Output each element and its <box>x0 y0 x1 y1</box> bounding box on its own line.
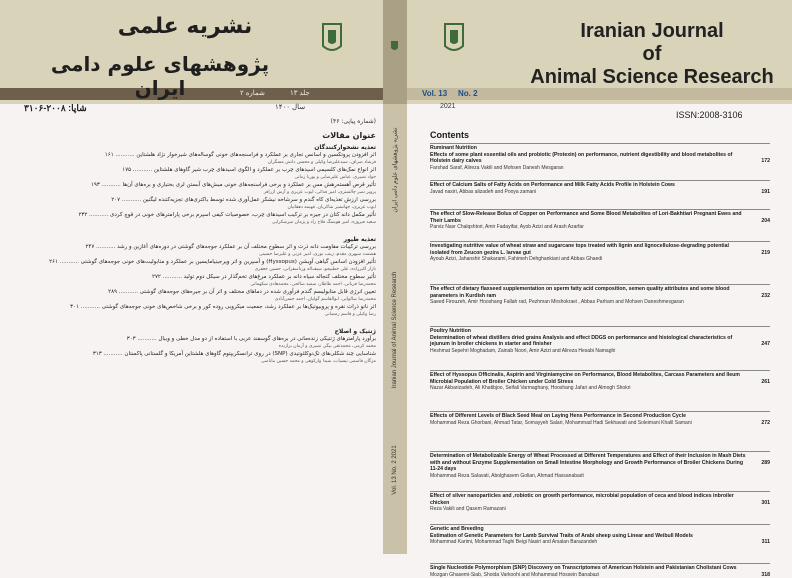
fa-article-title: تعیین انرژی قابل متابولیسم گندم فرآوری شده در دماهای مختلف و اثر آن بر جیره‌های جوجه‌های گوشتی ........... ۲۸۹ <box>10 288 376 296</box>
en-page-number: 232 <box>761 293 770 299</box>
fa-section-title: ژنتیک و اصلاح <box>10 328 376 335</box>
en-contents-heading: Contents <box>430 130 469 140</box>
divider <box>430 370 770 371</box>
fa-article-authors: مژگان قاسمی نیسیاب، شیدا وارکوهی و محمد حسین بناباضی <box>10 358 376 365</box>
fa-section-title: تغذیه طیور <box>10 236 376 243</box>
en-page-number: 261 <box>761 379 770 385</box>
header-spine <box>383 0 407 104</box>
en-article-title: The effect of Slow-Release Bolus of Copper on Performance and Some Blood Metabolites of Lori-Bakhtiari Pregnant Ewes and Their Lambs <box>430 211 770 224</box>
fa-article-title: تأثیر قرص آهسته‌رهش مس بر عملکرد و برخی فراسنجه‌های خونی میش‌های آبستن لری بختیاری و بره‌های آن‌ها ........... ۱۹۳ <box>10 181 376 189</box>
spine-volume: Vol. 13 No. 2 2021 <box>392 445 398 494</box>
en-article-authors: Javad nasiri, Abbas alizadeh and Pooya zamani <box>430 189 770 196</box>
fa-title-line1: نشریه علمی <box>115 14 255 39</box>
fa-contents-heading: عنوان مقالات <box>10 131 376 140</box>
en-page-number: 272 <box>761 420 770 426</box>
en-page-number: 247 <box>761 341 770 347</box>
divider <box>430 411 770 412</box>
en-article-authors: Saeed Firouzeh, Amir Hooshang Fallah rad, Pezhman Mirshokraei , Abbas Parham and Mohsen Daneshmesgaran <box>430 299 770 306</box>
divider <box>430 451 770 452</box>
fa-article-authors: رضا وکیلی و قاسم رمضانی <box>10 311 376 318</box>
en-entry <box>430 182 770 195</box>
fa-article-title: بررسی ترکیبات مقاومت دانه ذرت و اثر سطوح مختلف آن بر عملکرد جوجه‌های گوشتی در دوره‌های آغازین و رشد ........... ۲۴۷ <box>10 243 376 251</box>
en-entry <box>430 286 770 306</box>
divider <box>430 284 770 285</box>
divider <box>430 143 770 144</box>
en-section-title: Ruminant Nutrition <box>430 145 770 152</box>
fa-article-authors: نازار اکبرزاده، علی خطیبجو، سیف‌اله ورناسفرانی، حسین جعفری <box>10 266 376 273</box>
en-page-number: 219 <box>761 250 770 256</box>
en-band-number: No. 2 <box>458 88 478 100</box>
en-article-authors: Parviz Nasr Chalqshtori, Amir Fadayifar, Ayob Azizi and Arash Azarfar <box>430 224 770 231</box>
en-article-authors: Heshmat Sepehri Moghadam, Zainab Noori, Amir Azizi and Alireza Hesabi Namaghi <box>430 348 770 355</box>
fa-article-authors: پرویز نصر چالشتری، امیر فدائی، ایوب عزیزی و آرش ازرافر <box>10 189 376 196</box>
en-entry <box>430 526 770 546</box>
fa-article-title: تأثیر مکمل دانه کتان در جیره بر ترکیب اسیدهای چرب، خصوصیات کیفی اسپرم برخی پارامترهای خونی در قوچ کردی ........... ۲۳۲ <box>10 211 376 219</box>
fa-title-line2: پژوهشهای علوم دامی ایران <box>30 52 290 100</box>
en-contents <box>430 118 770 548</box>
en-entry <box>430 565 770 578</box>
en-page-number: 301 <box>761 500 770 506</box>
divider <box>430 326 770 327</box>
en-entry <box>430 413 770 426</box>
en-article-authors: Mohammad Reza Salavati, Abolghasem Golian, Ahmad Hassanabadi <box>430 473 770 480</box>
en-entry <box>430 372 770 392</box>
en-page-number: 311 <box>762 539 770 545</box>
en-article-authors: Farshad Saraf, Alireza Vakili and Mohsen Danesh Mesgaran <box>430 165 770 172</box>
en-article-title: Effect of Calcium Salts of Fatty Acids on Performance and Milk Fatty Acids Profile in Holstein Cows <box>430 182 770 189</box>
fa-article-title: تأثیر سطوح مختلف کنجاله سیاه دانه بر عملکرد مرغ‌های تخم‌گذار در سیکل دوم تولید ........... ۲۷۲ <box>10 273 376 281</box>
en-article-authors: Mohammad Reza Ghorbani, Ahmad Tatar, Somayyeh Salari, Mohammad Hadi Sekhavati and Soleimani Khalil Samani <box>430 420 770 427</box>
en-article-title: Determination of wheat distillers dried grains Analysis and effect DDGS on performance and histological characteristics of jejunum in broiler chickens in starter and finisher <box>430 335 770 348</box>
university-logo-icon <box>319 20 345 56</box>
fa-article-title: تأثیر افزودن اسانس گیاهی آویشن (Hyssopus) و آسپرین و اتر ویرجینیا‌مایسین بر عملکرد و متابولیت‌های خونی جوجه‌های گوشتی ........... ۲۶۱ <box>10 258 376 266</box>
en-entry <box>430 328 770 354</box>
fa-article-title: اثر نانو ذرات نقره و پروبیوتیک‌ها بر عملکرد رشد، جمعیت میکروبی روده کور و برخی شاخص‌های خونی جوجه‌های گوشتی ........... ۳۰۱ <box>10 303 376 311</box>
divider <box>430 563 770 564</box>
spine-logo-icon <box>390 40 399 52</box>
en-article-title: Effect of silver nanoparticles and ,robiotic on growth performance, microbial population of ceca and blood indices inbroiler chicken <box>430 493 770 506</box>
fa-article-title: اثر افزودن پروتکسین و اسانس تجاری بر عملکرد و فراسنجه‌های خونی گوساله‌های شیرخوار نژاد هلشتاین ........... ۱۶۱ <box>10 151 376 159</box>
university-logo-icon <box>441 20 467 56</box>
en-section-title: Poultry Nutrition <box>430 328 770 335</box>
en-article-authors: Ayoub Azizi, Jahanshir Shakarami, Fahimeh Dehghankiani and Abbas Ghaedi <box>430 256 770 263</box>
en-article-title: Effect of Hyssopus Officinalis, Aspirin and Virginiamycine on Performance, Blood Metabolites, Carcass Parameters and Ileum Microbial Population of Broiler Chicken under Cold Stress <box>430 372 770 385</box>
en-title-line3: Animal Science Research <box>512 66 792 89</box>
en-year: 2021 <box>440 103 456 110</box>
fa-article-title: اثر انواع نمک‌های کلسیمی اسیدهای چرب بر عملکرد و الگوی اسیدهای چرب شیر گاوهای هلشتاین ........... ۱۷۵ <box>10 166 376 174</box>
en-section-title: Genetic and Breeding <box>430 526 770 533</box>
fa-article-authors: ایوب عزیزی، جهانشیر شاکریان، فهیمه دهقانیان <box>10 204 376 211</box>
en-page-number: 191 <box>761 189 770 195</box>
fa-band-number: شماره ۲ <box>240 88 265 100</box>
divider <box>430 209 770 210</box>
en-title-line2: of <box>512 43 792 66</box>
fa-year: سال ۱۴۰۰ <box>275 103 305 111</box>
en-article-title: Investigating nutritive value of wheat straw and sugarcane tops treated with lignin and lignocellulose-degrading potential isolated from Zeucon gezira L. larvae gut <box>430 243 770 256</box>
fa-article-authors: فرشاد صراف، سیدعلیرضا وکیلی و محسن دانش مسگران <box>10 159 376 166</box>
fa-article-authors: هشمت سپهری مقدم، زینب نوری، امیر عزتی و علیرضا حسینی <box>10 251 376 258</box>
fa-section-title: تغذیه نشخوارکنندگان <box>10 144 376 151</box>
divider <box>430 180 770 181</box>
en-page-number: 172 <box>761 158 770 164</box>
en-band-volume: Vol. 13 <box>422 88 447 100</box>
fa-band-volume: جلد ۱۳ <box>290 88 310 100</box>
en-article-title: Effects of some plant essential oils and probiotic (Protexin) on performance, nutrient digestibility and blood metabolites of Holstein dairy calves <box>430 152 770 165</box>
fa-article-authors: محمدرضا صالواتی، ابوالقاسم گولیان، احمد حسن‌آبادی <box>10 296 376 303</box>
en-article-authors: Reza Vakili and Qasem Ramazani <box>430 506 770 513</box>
fa-article-title: شناسایی چند شکلی‌های تک‌نوکلئوتیدی (SNP) در روی ترانسکریپتوم گاوهای هلشتاین آمریکا و گلستانی پاکستان ........... ۳۱۳ <box>10 350 376 358</box>
en-article-title: Estimation of Genetic Parameters for Lamb Survival Traits of Arabi sheep using Linear and Weibull Models <box>430 533 770 540</box>
en-article-authors: Mohammad Karimi, Mohammad Taghi Beigi Nasiri and Arsalan Barazandeh <box>430 539 770 546</box>
fa-article-title: بررسی ارزش تغذیه‌ای کاه گندم و سرشاخه نیشکر عمل‌آوری شده توسط باکتری‌های تجزیه‌کننده لیگنین ........... ۲۰۷ <box>10 196 376 204</box>
divider <box>430 491 770 492</box>
en-title <box>512 20 792 89</box>
divider <box>430 241 770 242</box>
en-article-title: The effect of dietary flaxseed supplementation on sperm fatty acid composition, semen quality attributes and some blood parameters in Kurdish ram <box>430 286 770 299</box>
fa-contents <box>10 118 376 548</box>
fa-article-authors: سعید فیروزه، امیر هوشنگ فلاح راد و پژمان میرشکرایی <box>10 219 376 226</box>
en-issn: ISSN:2008-3106 <box>676 110 743 120</box>
fa-issue: (شماره پیاپی: ۴۶) <box>10 118 376 125</box>
en-entry <box>430 145 770 171</box>
en-article-title: Determination of Metabolizable Energy of Wheat Processed at Different Temperatures and Effect of their Inclusion in Mash Diets with and without Enzyme Supplementation on Small Intestine Morphology and Growth Performance of Broiler Chickens During 11-24 days <box>430 453 770 473</box>
en-entry <box>430 453 770 479</box>
fa-article-title: برآورد پارامترهای ژنتیکی زنده‌مانی در بره‌های گوسفند عربی با استفاده از دو مدل خطی و ویبال ........... ۳۰۳ <box>10 335 376 343</box>
en-title-line1: Iranian Journal <box>512 20 792 43</box>
en-entry <box>430 493 770 513</box>
en-article-authors: Mozgan Ghasemi-Siab, Shoida Varkoohi and Mohammad Hossein Banabazi <box>430 572 770 578</box>
en-page-number: 318 <box>761 572 770 578</box>
en-article-title: Effects of Different Levels of Black Seed Meal on Laying Hens Performance in Second Production Cycle <box>430 413 770 420</box>
fa-article-authors: جواد نصیری، عباس علیرضایی و پوریا زمانی <box>10 174 376 181</box>
fa-article-authors: محمد کرمی، محمدتقی بیگی نصیری و آرمان برازنده <box>10 343 376 350</box>
fa-issn: ۳۱۰۶-۲۰۰۸ :شاپا <box>24 103 87 114</box>
en-article-title: Single Nucleotide Polymorphism (SNP) Discovery on Transcriptomes of American Holstein and Pakistanian Cholistani Cows <box>430 565 770 572</box>
spine-fa-title: نشریه پژوهشهای علوم دامی ایران <box>392 127 399 212</box>
en-article-authors: Nazar Akbarizadeh, Ali Khatibjoo, Seifali Varmaghany, Hooshang Jafari and Almogh Shokri <box>430 385 770 392</box>
en-page-number: 289 <box>761 460 770 466</box>
fa-article-authors: محمدرضا قربانی، احمد طاطار، سمیه صالحی، محمدهادی سکهمانی <box>10 281 376 288</box>
divider <box>430 524 770 525</box>
en-entry <box>430 211 770 231</box>
en-page-number: 204 <box>761 218 770 224</box>
en-entry <box>430 243 770 263</box>
spine-en-title: Iranian Journal of Animal Science Research <box>392 272 398 388</box>
